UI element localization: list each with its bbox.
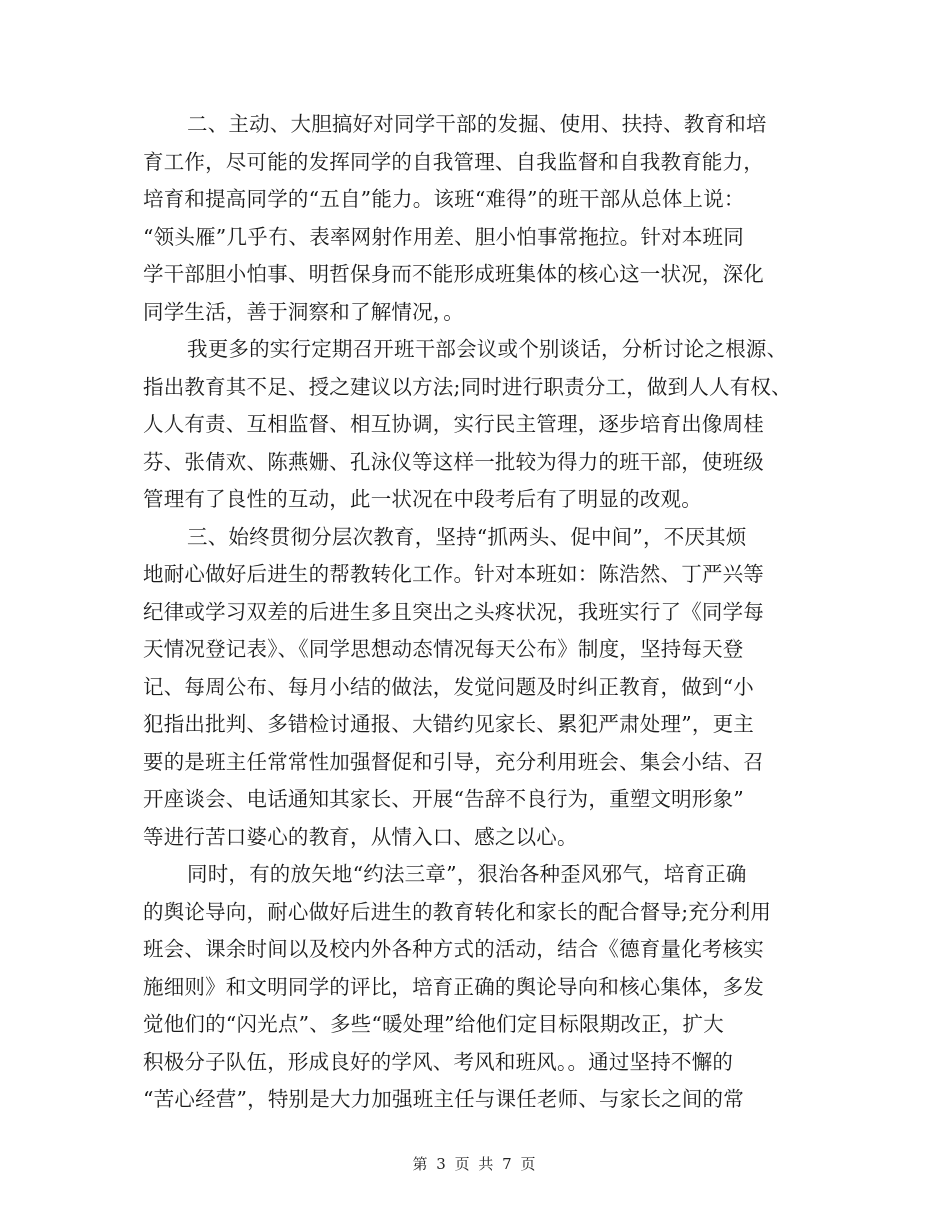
- text-line: 要的是班主任常常性加强督促和引导，充分利用班会、集会小结、召: [143, 749, 764, 774]
- page-number-footer: 第 3 页 共 7 页: [412, 1155, 538, 1173]
- text-line: 记、每周公布、每月小结的做法，发觉问题及时纠正教育，做到“小: [143, 674, 754, 699]
- text-line: 的舆论导向，耐心做好后进生的教育转化和家长的配合督导;充分利用: [143, 899, 772, 924]
- text-line: 施细则》和文明同学的评比，培育正确的舆论导向和核心集体，多发: [143, 974, 764, 999]
- text-line: 积极分子队伍，形成良好的学风、考风和班风。。通过坚持不懈的: [143, 1049, 734, 1074]
- text-line: 学干部胆小怕事、明哲保身而不能形成班集体的核心这一状况，深化: [143, 262, 764, 286]
- text-line: 管理有了良性的互动，此一状况在中段考后有了明显的改观。: [143, 487, 702, 511]
- text-line: 犯指出批判、多错检讨通报、大错约见家长、累犯严肃处理”，更主: [143, 712, 754, 736]
- text-line: 人人有责、互相监督、相互协调，实行民主管理，逐步培育出像周桂: [143, 412, 764, 436]
- text-line: 育工作，尽可能的发挥同学的自我管理、自我监督和自我教育能力，: [143, 149, 764, 174]
- text-line: 二、主动、大胆搞好对同学干部的发掘、使用、扶持、教育和培: [187, 112, 767, 136]
- text-line: 班会、课余时间以及校内外各种方式的活动，结合《德育量化考核实: [143, 937, 764, 961]
- text-line: 天情况登记表》、《同学思想动态情况每天公布》制度，坚持每天登: [143, 637, 744, 661]
- text-line: 觉他们的“闪光点”、多些“暖处理”给他们定目标限期改正，扩大: [143, 1012, 724, 1036]
- document-body: [143, 106, 813, 1119]
- text-line: 我更多的实行定期召开班干部会议或个别谈话，分析讨论之根源、: [187, 337, 788, 361]
- text-line: “领头雁”几乎冇、表率网射作用差、胆小怕事常拖拉。针对本班同: [143, 224, 744, 249]
- text-line: 同学生活，善于洞察和了解情况，。: [143, 299, 464, 324]
- text-line: 芬、张倩欢、陈燕姗、孔泳仪等这样一批较为得力的班干部，使班级: [143, 449, 764, 474]
- text-line: 纪律或学习双差的后进生多且突出之头疼状况，我班实行了《同学每: [143, 599, 764, 624]
- text-line: 同时，有的放矢地“约法三章”，狠治各种歪风邪气，培育正确: [187, 862, 747, 886]
- text-line: “苦心经营”，特别是大力加强班主任与课任老师、与家长之间的常: [143, 1087, 744, 1111]
- text-line: 三、始终贯彻分层次教育，坚持“抓两头、促中间”，不厌其烦: [187, 524, 747, 549]
- text-line: 等进行苦口婆心的教育，从情入口、感之以心。: [143, 824, 578, 849]
- text-line: 开座谈会、电话通知其家长、开展“告辞不良行为，重塑文明形象”: [143, 787, 744, 811]
- text-line: 指出教育其不足、授之建议以方法;同时进行职责分工，做到人人有权、: [143, 374, 792, 399]
- text-line: 培育和提高同学的“五自”能力。该班“难得”的班干部从总体上说：: [143, 187, 745, 211]
- text-line: 地耐心做好后进生的帮教转化工作。针对本班如：陈浩然、丁严兴等: [143, 562, 764, 586]
